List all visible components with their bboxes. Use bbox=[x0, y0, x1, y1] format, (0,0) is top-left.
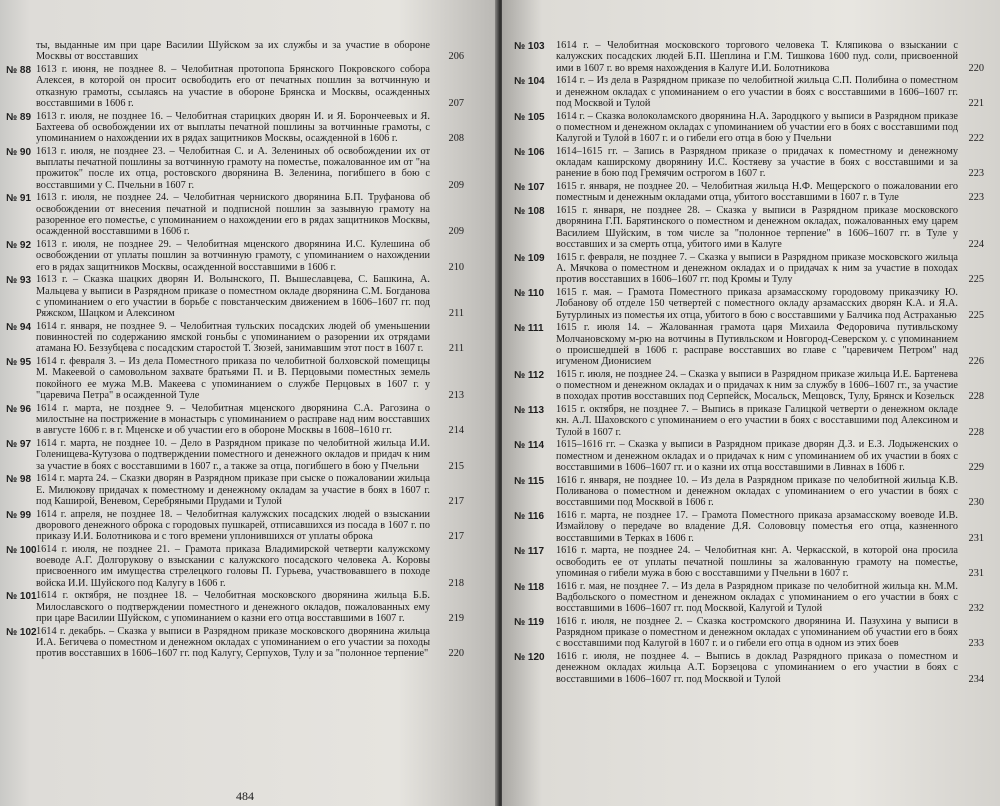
entry-page-number: 215 bbox=[448, 460, 464, 472]
entry-number: № 97 bbox=[6, 439, 32, 450]
entry-number: № 104 bbox=[514, 76, 545, 88]
toc-entry bbox=[514, 322, 984, 367]
entry-description: 1614 г. марта 24. – Сказки дворян в Разрядном приказе при сыске о пожаловании жильца Е. Милюкову придачах к поместному и денежному окладам за участие в боях в 1607 г. под Каширой, Веневом, Серебряными Прудами и Тулой bbox=[36, 473, 430, 507]
toc-entry bbox=[6, 356, 464, 401]
toc-entry bbox=[514, 369, 984, 403]
entry-description: 1614 г. марта, не позднее 9. – Челобитная мценского дворянина С.А. Рагозина о милостыне на пострижение в монастырь с упоминанием о расправе над ним восставших в августе 1606 г. в г. Мценске и об участии его в обороне Москвы в 1608–1610 гг. bbox=[36, 402, 430, 437]
entry-page-number: 223 bbox=[968, 192, 984, 204]
toc-entry bbox=[514, 475, 984, 509]
toc-entry bbox=[6, 626, 464, 660]
entry-number: № 113 bbox=[514, 405, 545, 417]
entry-number: № 109 bbox=[514, 252, 545, 264]
entry-number: № 100 bbox=[6, 544, 37, 556]
entry-number: № 116 bbox=[514, 510, 545, 522]
entry-page-number: 225 bbox=[968, 274, 984, 286]
entry-description: 1615–1616 гг. – Сказка у выписи в Разрядном приказе дворян Д.З. и Е.З. Лодыженских о поместном и денежном окладах и о придачах к ним с упоминанием об их участии в боях с восставшими в 1606–1607 гг. и о казни их отца восставшими в Ливнах в 1606 г. bbox=[556, 439, 958, 473]
entry-number: № 117 bbox=[514, 546, 545, 558]
entry-number: № 108 bbox=[514, 206, 545, 218]
entry-page-number: 233 bbox=[968, 638, 984, 650]
entry-description: 1613 г. июня, не позднее 8. – Челобитная протопопа Брянского Покровского собора Алексея, в которой он просит освободить его от печатных пошлин за вотчинную и отказную грамоты, ссылаясь на участие в обороне Брянска и Москвы, осажденных восставшими в 1606 г. bbox=[36, 63, 430, 109]
toc-entry bbox=[6, 590, 464, 624]
entry-number: № 90 bbox=[6, 146, 32, 158]
entry-page-number: 225 bbox=[968, 309, 984, 321]
entry-description: 1613 г. июля, не позднее 16. – Челобитная старицких дворян И. и Я. Борончеевых и Я. Бахтеева об освобождении их от выплаты печатной пошлины за вотчинные грамоты, с упоминанием о нахождении их в рядах защитников Москвы, осажденной в 1606 г. bbox=[36, 110, 430, 145]
entry-number: № 93 bbox=[6, 275, 32, 287]
entry-description: 1616 г. января, не позднее 10. – Из дела в Разрядном приказе по челобитной жильца К.В. Поливанова о поместном и денежном окладах с упоминанием о его участии в боях с восставшими под Москвой в 1606 г. bbox=[556, 474, 958, 509]
entry-number: № 119 bbox=[514, 616, 545, 628]
entry-description: 1615 г. мая. – Грамота Поместного приказа арзамасскому городовому приказчику Ю. Лобанову об отделе 150 четвертей с поместного окладу арзамасских дворян К.А. и Я.А. Бутурлиных из поместья их отца, убитого в бою с восставшими у Балчика под Астраханью bbox=[556, 286, 958, 321]
entry-description: 1614 г. июля, не позднее 21. – Грамота приказа Владимирской четверти калужскому воеводе А.Г. Долгорукову о взыскании с калужского посадского человека А. Коровы присвоенного им имущества стрелецкого головы П. Гурьева, участвовавшего в походе войска И.И. Шуйского под Калугу в 1606 г. bbox=[36, 543, 430, 589]
toc-entry bbox=[6, 64, 464, 109]
entry-description: 1614 г. декабрь. – Сказка у выписи в Разрядном приказе московского дворянина жильца И.А. Бегичева о поместном и денежном окладах с упоминанием о его участии за походы против восставших в 1606–1607 гг. под Калугу, Серпухов, Тулу и за "полонное терпение" bbox=[36, 625, 430, 660]
entry-page-number: 229 bbox=[968, 461, 984, 473]
toc-entry bbox=[514, 404, 984, 438]
entry-page-number: 213 bbox=[448, 390, 464, 402]
entry-page-number: 219 bbox=[448, 613, 464, 625]
entry-page-number: 228 bbox=[968, 391, 984, 403]
entry-page-number: 206 bbox=[448, 51, 464, 63]
toc-entry bbox=[514, 616, 984, 650]
entry-number: № 110 bbox=[514, 287, 545, 299]
entry-description: 1613 г. июля, не позднее 29. – Челобитная мценского дворянина И.С. Кулешина об освобождении от уплаты пошлин за вотчинную грамоту, с упоминанием о нахождении его в рядах защитников Москвы, осажденной восставшими в 1606 г. bbox=[36, 239, 430, 273]
right-page bbox=[502, 0, 1000, 806]
right-toc-column bbox=[514, 40, 984, 686]
toc-entry bbox=[6, 274, 464, 319]
entry-page-number: 226 bbox=[968, 356, 984, 368]
entry-number: № 105 bbox=[514, 111, 545, 123]
entry-description: 1615 г. июля 14. – Жалованная грамота царя Михаила Федоровича путивльскому Молчановскому м-рю на вотчины в Путивльском и Новгород-Северском у. с упоминанием о происшедшей в 1606 г. расправе восставших во главе с "царевичем Петром" над игуменом Дионисием bbox=[556, 322, 958, 368]
toc-entry bbox=[514, 75, 984, 109]
toc-entry bbox=[6, 403, 464, 437]
entry-page-number: 209 bbox=[448, 226, 464, 238]
entry-description: 1613 г. – Сказка шацких дворян И. Волынского, П. Вышеславцева, С. Башкина, А. Мальцева у выписи в Разрядном приказе о поместном окладе дворянина С.М. Богданова с упоминанием о его участии в борьбе с повстанческим движением в 1606–1607 гг. под Ряжском, Шацком и Алексином bbox=[36, 274, 430, 320]
toc-entry bbox=[514, 252, 984, 286]
entry-description: 1615 г. февраля, не позднее 7. – Сказка у выписи в Разрядном приказе московского жильца А. Мячкова о поместном и денежном окладах и о придачах к ним за участие в походах против восставших в 1606–1607 гг. под Кромы и Тулу bbox=[556, 251, 958, 286]
toc-entry bbox=[514, 581, 984, 615]
entry-page-number: 211 bbox=[448, 343, 464, 355]
toc-entry bbox=[514, 111, 984, 145]
entry-number: № 102 bbox=[6, 626, 37, 638]
left-toc-column bbox=[6, 40, 464, 661]
entry-description: 1616 г. марта, не позднее 17. – Грамота Поместного приказа арзамасскому воеводе И.В. Измайлову о передаче во владение Д.Я. Солововцу поместья его отца, казненного восставшими в Терках в 1606 г. bbox=[556, 509, 958, 544]
entry-page-number: 218 bbox=[448, 577, 464, 589]
entry-number: № 114 bbox=[514, 440, 545, 452]
toc-entry bbox=[6, 438, 464, 472]
entry-description: 1613 г. июля, не позднее 24. – Челобитная черниского дворянина Б.П. Труфанова об освобождении от внесения печатной и подписной пошлин за зазывную грамоту на разоренное его поместье, с упоминанием о нахождении его в рядах защитников Москвы, осажденной восставшими в 1606 г. bbox=[36, 192, 430, 238]
toc-entry bbox=[6, 473, 464, 507]
toc-entry bbox=[514, 287, 984, 321]
entry-description: 1616 г. июля, не позднее 2. – Сказка костромского дворянина И. Пазухина у выписи в Разрядном приказе о поместном и денежном окладах с упоминанием об участии его в боях с восставшими под Калугой в 1607 г. и о гибели его отца в одном из этих боев bbox=[556, 615, 958, 650]
entry-number: № 88 bbox=[6, 64, 32, 76]
entry-page-number: 208 bbox=[448, 133, 464, 145]
toc-entry bbox=[514, 510, 984, 544]
toc-entry bbox=[514, 40, 984, 74]
entry-number: № 99 bbox=[6, 509, 32, 521]
toc-entry bbox=[6, 509, 464, 543]
entry-number: № 94 bbox=[6, 321, 32, 333]
toc-entry bbox=[6, 321, 464, 355]
entry-number: № 118 bbox=[514, 581, 545, 593]
toc-entry bbox=[6, 239, 464, 273]
entry-page-number: 223 bbox=[968, 168, 984, 180]
entry-number: № 115 bbox=[514, 475, 545, 487]
entry-description: 1614 г. февраля 3. – Из дела Поместного приказа по челобитной болховской помещицы М. Макеевой о самовольном захвате братьями П. и В. Перцовыми поместных земель покойного ее мужа М.В. Макеева с упоминанием о службе Перцовых в 1607 г. у "царевича Петра" в осажденной Туле bbox=[36, 356, 430, 402]
entry-page-number: 230 bbox=[968, 497, 984, 509]
entry-page-number: 224 bbox=[968, 239, 984, 250]
entry-page-number: 234 bbox=[968, 673, 984, 685]
entry-page-number: 209 bbox=[448, 179, 464, 191]
entry-page-number: 221 bbox=[968, 97, 984, 109]
left-page bbox=[0, 0, 498, 806]
entry-description: 1614 г. – Из дела в Разрядном приказе по челобитной жильца С.П. Полибина о поместном и денежном окладах с упоминанием о его участии в боях с восставшими в 1606–1607 гг. под Москвой и Тулой bbox=[556, 75, 958, 109]
entry-description: 1616 г. июля, не позднее 4. – Выпись в доклад Разрядного приказа о поместном и денежном окладах жильца А.Т. Борзецова с упоминанием о его участии в боях с восставшими в 1606–1607 гг. под Москвой и Тулой bbox=[556, 651, 958, 685]
toc-entry bbox=[6, 111, 464, 145]
toc-entry bbox=[6, 146, 464, 191]
entry-description: 1615 г. июля, не позднее 24. – Сказка у выписи в Разрядном приказе жильца И.Е. Бартенева о поместном и денежном окладах и о придачах к ним за службу в 1606–1607 гг., за участие в походах против восставших под Серпейск, Мосальск, Мещовск, Тулу, Брянск и Козельск bbox=[556, 368, 958, 403]
entry-page-number: 211 bbox=[448, 308, 464, 320]
toc-entry bbox=[6, 192, 464, 237]
entry-description: 1614 г. октября, не позднее 18. – Челобитная московского дворянина жильца Б.Б. Милославского о подтверждении поместного и денежного окладов, пожалованных ему при царе Василии Шуйском, с упоминанием о казни его отца восставшими в 1607 г. bbox=[36, 590, 430, 625]
entry-page-number: 228 bbox=[968, 426, 984, 438]
entry-number: № 112 bbox=[514, 369, 545, 381]
entry-number: № 96 bbox=[6, 403, 32, 415]
entry-number: № 89 bbox=[6, 111, 32, 123]
page-number: 484 bbox=[236, 789, 254, 803]
entry-page-number: 207 bbox=[448, 97, 464, 109]
entry-number: № 92 bbox=[6, 240, 32, 251]
entry-page-number: 231 bbox=[968, 567, 984, 579]
toc-entry bbox=[514, 205, 984, 250]
entry-description: 1615 г. января, не позднее 28. – Сказка у выписи в Разрядном приказе московского дворянина Г.П. Барятинского о поместном и денежном окладах, пожалованных ему царем Василием Шуйским, в том числе за "полонное терпение" в 1606–1607 гг. в Туле у восставших и за смерть отца, убитого ими в Калуге bbox=[556, 205, 958, 250]
entry-description: 1613 г. июля, не позднее 23. – Челобитная С. и А. Зелениных об освобождении их от выплаты печатной пошлины за вотчинную грамоту на поместье, пожалованное им от "на прожиток" после их отца, ростовского дворянина В. Зеленина, погибшего в бою с восставшими у С. Пчельни в 1607 г. bbox=[36, 145, 430, 191]
toc-entry bbox=[6, 544, 464, 589]
entry-description: 1614 г. – Сказка волоколамского дворянина Н.А. Зародцкого у выписи в Разрядном приказе о поместном и денежном окладах с упоминанием об участии его в боях с восставшими под Калугой и Тулой в 1607 г. и о гибели его отца в бою у Пчельни bbox=[556, 110, 958, 145]
entry-description: 1614 г. марта, не позднее 10. – Дело в Разрядном приказе по челобитной жильца И.И. Голенищева-Кутузова о подтверждении поместного и денежного окладов и придач к ним за участие в боях с восставшими в 1607 г., а также за отца, погибшего в бою у Пчельни bbox=[36, 438, 430, 472]
entry-number: № 95 bbox=[6, 357, 32, 369]
toc-entry bbox=[514, 545, 984, 579]
entry-description: 1615 г. октября, не позднее 7. – Выпись в приказе Галицкой четверти о денежном окладе кн. А.Л. Шаховского с упоминанием о его участии в боях с восставшими под Алексином и Тулой в 1607 г. bbox=[556, 404, 958, 438]
entry-number: № 107 bbox=[514, 182, 545, 194]
entry-description: 1616 г. марта, не позднее 24. – Челобитная кнг. А. Черкасской, в которой она просила освободить ее от уплаты печатной пошлины за жалованную грамоту на поместье, упоминая о гибели мужа в бою с восставшими у Пчельни в 1607 г. bbox=[556, 545, 958, 579]
entry-page-number: 214 bbox=[448, 425, 464, 437]
entry-page-number: 220 bbox=[448, 648, 464, 660]
entry-number: № 103 bbox=[514, 41, 545, 52]
toc-entry bbox=[6, 40, 464, 63]
entry-number: № 111 bbox=[514, 323, 544, 335]
entry-number: № 98 bbox=[6, 474, 32, 486]
entry-description: 1614 г. апреля, не позднее 18. – Челобитная калужских посадских людей о взыскании дворового денежного оброка с городовых пушкарей, отписавшихся из посада в 1607 г. по приказу И.И. Болотникова и с того времени уплонившихся от уплаты оброка bbox=[36, 508, 430, 543]
toc-entry bbox=[514, 146, 984, 180]
entry-page-number: 232 bbox=[968, 603, 984, 615]
entry-page-number: 220 bbox=[968, 62, 984, 74]
entry-description: 1616 г. мая, не позднее 7. – Из дела в Разрядном приказе по челобитной жильца кн. М.М. Вадбольского о поместном и денежном окладах с упоминанием о его участии в боях с восставшими в 1606–1607 гг. под Москвой, Калугой и Тулой bbox=[556, 580, 958, 615]
entry-number: № 120 bbox=[514, 652, 545, 664]
entry-number: № 91 bbox=[6, 193, 32, 205]
entry-description: ты, выданные им при царе Василии Шуйском за их службы и за участие в обороне Москвы от восставших bbox=[36, 40, 430, 63]
entry-page-number: 222 bbox=[968, 133, 984, 145]
entry-description: 1614 г. – Челобитная московского торгового человека Т. Кляпикова о взыскании с калужских посадских людей Б.П. Шеплина и Г.М. Тишкова 1600 пуд. соли, присвоенной ими в 1607 г. во время нахождения в Калуге И.И. Болотникова bbox=[556, 40, 958, 74]
entry-description: 1614 г. января, не позднее 9. – Челобитная тульских посадских людей об уменьшении повинностей по содержанию ямской гоньбы с упоминанием о разорении их отрядами атамана Ю. Беззубцева с посадским старостой Т. Зюзей, занимавшим этот пост в 1607 г. bbox=[36, 320, 430, 355]
entry-page-number: 210 bbox=[448, 261, 464, 273]
entry-number: № 101 bbox=[6, 591, 37, 603]
entry-description: 1615 г. января, не позднее 20. – Челобитная жильца Н.Ф. Мещерского о пожаловании его поместным и денежным окладами отца, убитого восставшими в 1607 г. в Туле bbox=[556, 181, 958, 204]
toc-entry bbox=[514, 181, 984, 204]
entry-page-number: 231 bbox=[968, 532, 984, 544]
entry-page-number: 217 bbox=[448, 531, 464, 543]
entry-page-number: 217 bbox=[448, 495, 464, 507]
entry-description: 1614–1615 гг. – Запись в Разрядном приказе о придачах к поместному и денежному окладам каширскому дворянину И.С. Костяеву за участие в боях с восставшими и за ранение в бою под Гремячим острогом в 1607 г. bbox=[556, 145, 958, 180]
entry-number: № 106 bbox=[514, 146, 545, 158]
toc-entry bbox=[514, 439, 984, 473]
toc-entry bbox=[514, 651, 984, 685]
